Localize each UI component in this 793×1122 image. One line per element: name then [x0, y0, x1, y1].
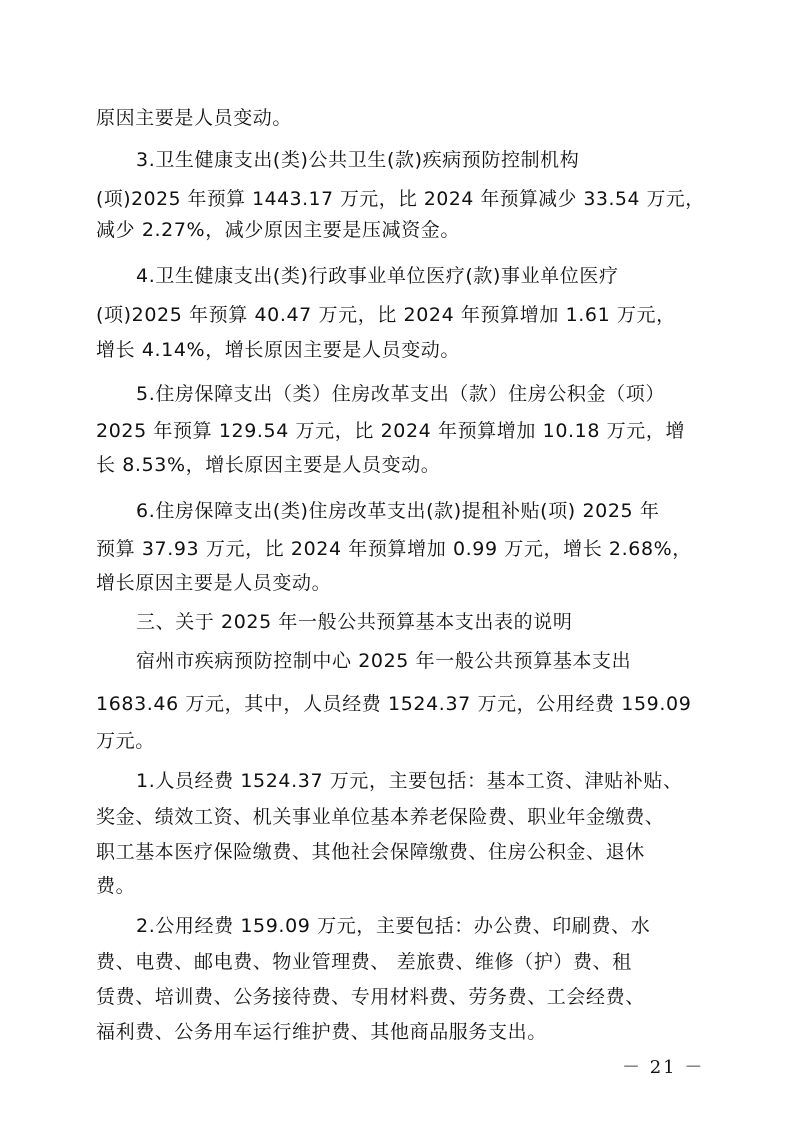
text-line: 原因主要是人员变动。: [96, 107, 293, 129]
text-line: 赁费、培训费、公务接待费、专用材料费、劳务费、工会经费、: [96, 986, 645, 1008]
text-line: 费、电费、邮电费、物业管理费、 差旅费、维修（护）费、租: [96, 951, 632, 973]
text-line: 万元。: [96, 730, 155, 752]
text-line: 福利费、公务用车运行维护费、其他商品服务支出。: [96, 1021, 547, 1043]
text-line: 职工基本医疗保险缴费、其他社会保障缴费、住房公积金、退休: [96, 841, 645, 863]
text-line: 2.公用经费 159.09 万元，主要包括：办公费、印刷费、水: [136, 915, 651, 937]
text-line: 2025 年预算 129.54 万元，比 2024 年预算增加 10.18 万元，增: [96, 420, 686, 442]
text-line: 4.卫生健康支出(类)行政事业单位医疗(款)事业单位医疗: [136, 265, 619, 287]
text-line: (项)2025 年预算 40.47 万元，比 2024 年预算增加 1.61 万元，: [96, 304, 676, 326]
text-line: 1683.46 万元，其中，人员经费 1524.37 万元，公用经费 159.09: [96, 693, 692, 715]
text-line: 宿州市疾病预防控制中心 2025 年一般公共预算基本支出: [136, 650, 632, 672]
text-line: 费。: [96, 875, 136, 897]
text-line: 6.住房保障支出(类)住房改革支出(款)提租补贴(项) 2025 年: [136, 500, 660, 522]
text-line: 预算 37.93 万元，比 2024 年预算增加 0.99 万元，增长 2.68%，: [96, 538, 692, 560]
text-line: (项)2025 年预算 1443.17 万元，比 2024 年预算减少 33.54 万元，: [96, 188, 705, 210]
text-line: 5.住房保障支出（类）住房改革支出（款）住房公积金（项）: [136, 383, 665, 405]
section-heading: 三、关于 2025 年一般公共预算基本支出表的说明: [136, 611, 573, 633]
text-line: 长 8.53%，增长原因主要是人员变动。: [96, 454, 441, 476]
text-line: 增长原因主要是人员变动。: [96, 572, 332, 594]
text-line: 增长 4.14%，增长原因主要是人员变动。: [96, 339, 460, 361]
text-line: 奖金、绩效工资、机关事业单位基本养老保险费、职业年金缴费、: [96, 806, 665, 828]
page-number: － 21 －: [622, 1057, 705, 1078]
text-line: 3.卫生健康支出(类)公共卫生(款)疾病预防控制机构: [136, 149, 580, 171]
text-line: 减少 2.27%，减少原因主要是压减资金。: [96, 219, 460, 241]
text-line: 1.人员经费 1524.37 万元，主要包括：基本工资、津贴补贴、: [136, 770, 683, 792]
